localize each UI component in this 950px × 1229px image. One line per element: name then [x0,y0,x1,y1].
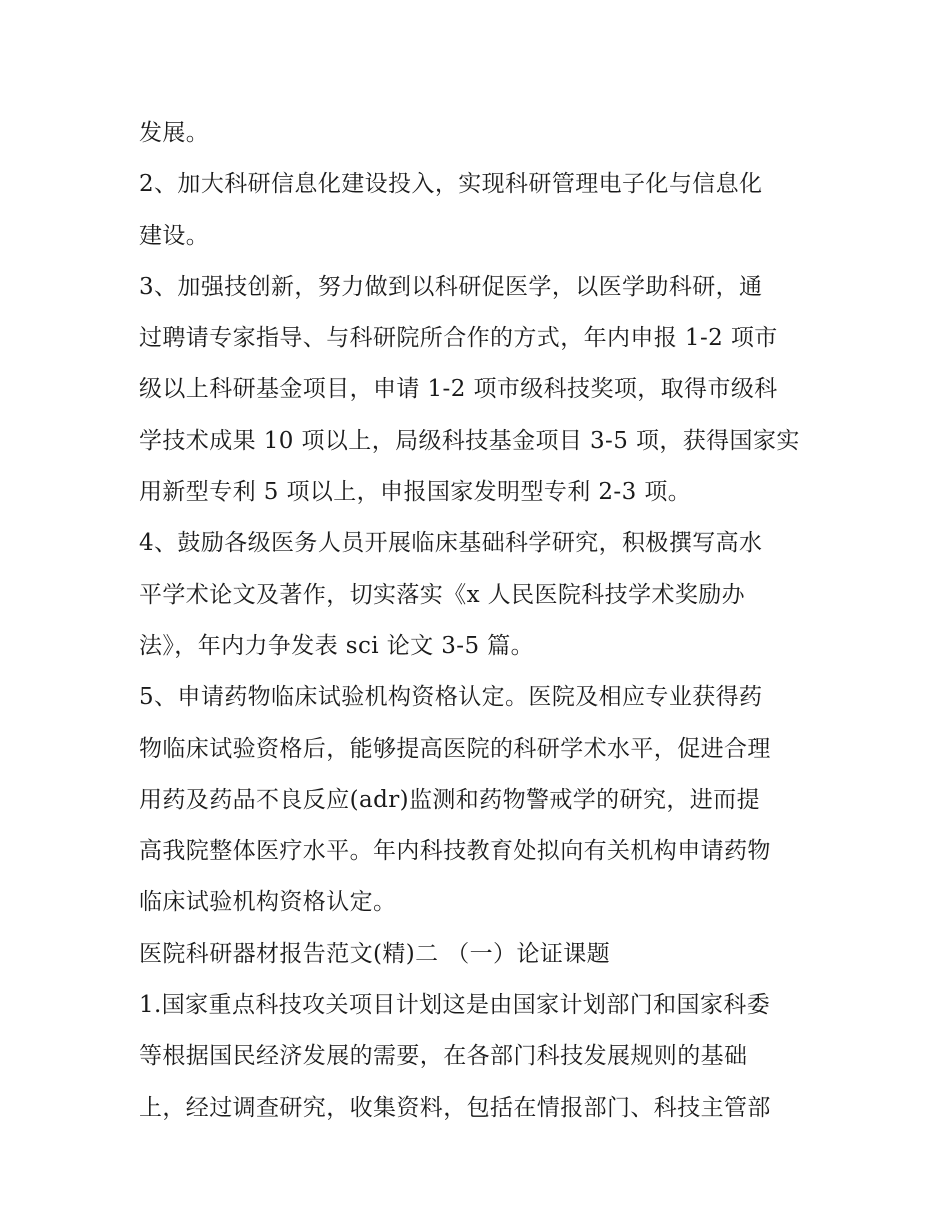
section-heading: 医院科研器材报告范文(精)二 （一）论证课题 [139,940,611,967]
text-line: 建设。 [139,222,210,249]
text-line: 临床试验机构资格认定。 [139,889,397,916]
text-line: 等根据国民经济发展的需要，在各部门科技发展规则的基础 [139,1043,748,1070]
text-line: 平学术论文及著作，切实落实《x 人民医院科技学术奖励办 [139,581,746,608]
text-line: 上，经过调查研究，收集资料，包括在情报部门、科技主管部 [139,1094,771,1121]
text-line: 1.国家重点科技攻关项目计划这是由国家计划部门和国家科委 [139,992,771,1019]
text-line: 用药及药品不良反应(adr)监测和药物警戒学的研究，进而提 [139,786,760,813]
text-line: 3、加强技创新，努力做到以科研促医学，以医学助科研，通 [139,273,763,300]
text-line: 学技术成果 10 项以上，局级科技基金项目 3-5 项，获得国家实 [139,427,800,454]
text-line: 法》，年内力争发表 sci 论文 3-5 篇。 [139,632,535,659]
text-line: 物临床试验资格后，能够提高医院的科研学术水平，促进合理 [139,735,771,762]
text-line: 高我院整体医疗水平。年内科技教育处拟向有关机构申请药物 [139,838,771,865]
document-body [139,108,819,1134]
text-line: 4、鼓励各级医务人员开展临床基础科学研究，积极撰写高水 [139,530,763,557]
text-line: 5、申请药物临床试验机构资格认定。医院及相应专业获得药 [139,684,763,711]
text-line: 级以上科研基金项目，申请 1-2 项市级科技奖项，取得市级科 [139,376,778,403]
text-line: 用新型专利 5 项以上，申报国家发明型专利 2-3 项。 [139,479,692,506]
text-line: 2、加大科研信息化建设投入，实现科研管理电子化与信息化 [139,171,763,198]
text-line: 过聘请专家指导、与科研院所合作的方式，年内申报 1-2 项市 [139,325,778,352]
text-line: 发展。 [139,120,210,146]
